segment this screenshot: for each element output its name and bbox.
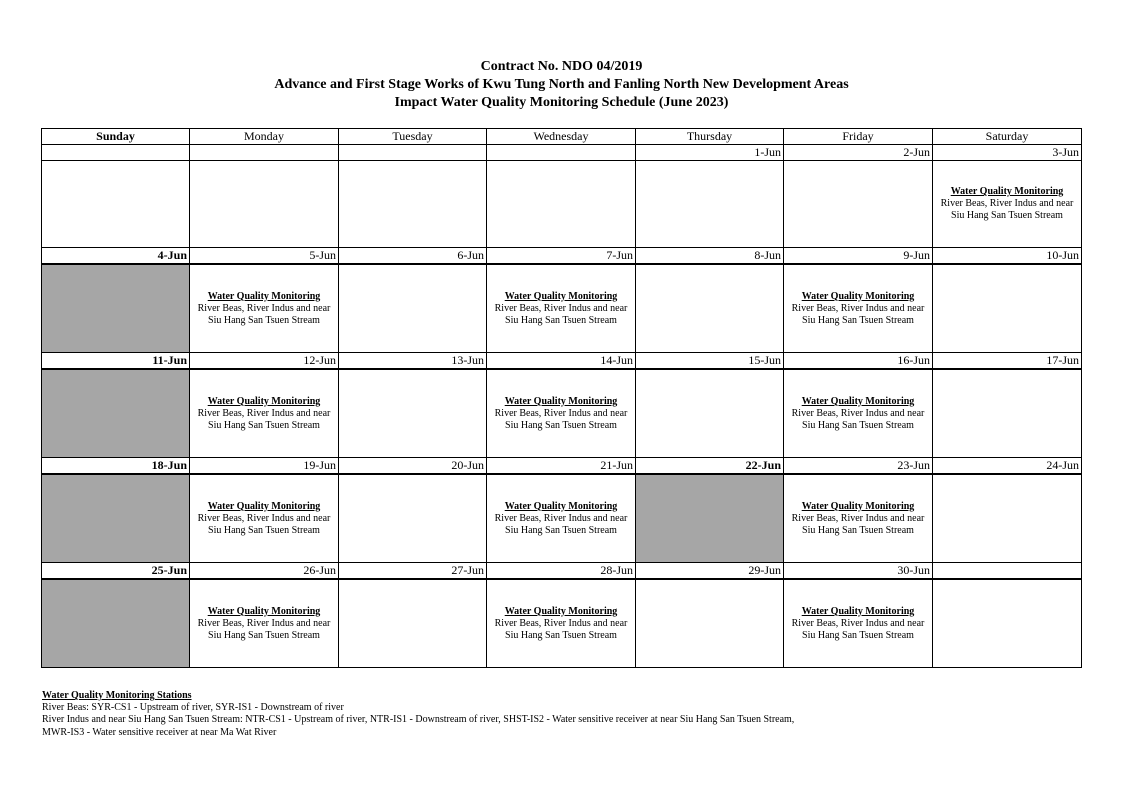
event-location: Siu Hang San Tsuen Stream [208,629,320,641]
day-cell [933,369,1082,458]
event-location: Siu Hang San Tsuen Stream [802,524,914,536]
weekday-saturday: Saturday [933,129,1082,145]
date-label: 22-Jun [636,458,784,475]
day-cell [190,369,339,458]
event-location: Siu Hang San Tsuen Stream [951,210,1063,221]
weekday-monday: Monday [190,129,339,145]
day-cell-holiday [42,579,190,668]
monitoring-event [784,501,932,537]
day-cell [784,369,933,458]
monitoring-event [933,186,1081,222]
date-label: 23-Jun [784,458,933,475]
day-cell [933,579,1082,668]
day-cell-holiday [636,474,784,563]
event-location: River Beas, River Indus and near [940,198,1074,209]
week-row [42,369,1082,458]
day-cell [487,579,636,668]
event-location: River Beas, River Indus and near [791,617,925,629]
date-label: 2-Jun [784,145,933,161]
day-cell-holiday [42,369,190,458]
week-row [42,579,1082,668]
week-row [42,161,1082,248]
event-location: Siu Hang San Tsuen Stream [208,419,320,431]
date-label: 6-Jun [339,248,487,265]
day-cell [339,474,487,563]
date-label: 28-Jun [487,563,636,580]
monitoring-event [784,606,932,642]
day-cell [636,161,784,248]
date-row [42,248,1082,265]
date-label: 3-Jun [933,145,1082,161]
date-label: 17-Jun [933,353,1082,370]
event-title: Water Quality Monitoring [801,605,915,617]
event-location: Siu Hang San Tsuen Stream [802,419,914,431]
date-row [42,145,1082,161]
event-title: Water Quality Monitoring [504,395,618,407]
date-label: 25-Jun [42,563,190,580]
event-title: Water Quality Monitoring [801,290,915,302]
monitoring-event [487,291,635,327]
date-label: 15-Jun [636,353,784,370]
day-cell [784,264,933,353]
day-cell [487,264,636,353]
event-title: Water Quality Monitoring [207,500,321,512]
event-location: Siu Hang San Tsuen Stream [802,629,914,641]
day-cell [636,264,784,353]
date-label: 5-Jun [190,248,339,265]
date-label [339,145,487,161]
event-location: River Beas, River Indus and near [494,617,628,629]
date-label [190,145,339,161]
day-cell [784,474,933,563]
event-title: Water Quality Monitoring [504,500,618,512]
day-cell [339,579,487,668]
date-label: 21-Jun [487,458,636,475]
event-title: Water Quality Monitoring [504,605,618,617]
schedule-title: Impact Water Quality Monitoring Schedule (June 2023) [394,95,729,110]
day-cell-holiday [42,474,190,563]
day-cell [933,161,1082,248]
weekday-tuesday: Tuesday [339,129,487,145]
weekday-header-row [42,129,1082,145]
event-location: Siu Hang San Tsuen Stream [208,314,320,326]
legend [42,690,794,739]
date-label [42,145,190,161]
event-location: River Beas, River Indus and near [791,302,925,314]
weekday-sunday: Sunday [42,129,190,145]
date-row [42,563,1082,580]
legend-line: MWR-IS3 - Water sensitive receiver at near Ma Wat River [42,726,277,738]
date-row [42,353,1082,370]
monitoring-event [784,396,932,432]
day-cell [190,264,339,353]
legend-title: Water Quality Monitoring Stations [42,690,192,701]
day-cell [42,161,190,248]
event-title: Water Quality Monitoring [801,500,915,512]
event-location: Siu Hang San Tsuen Stream [505,419,617,431]
event-location: River Beas, River Indus and near [197,512,331,524]
date-label: 29-Jun [636,563,784,580]
event-location: Siu Hang San Tsuen Stream [505,524,617,536]
monitoring-event [190,291,338,327]
day-cell-holiday [42,264,190,353]
event-title: Water Quality Monitoring [950,186,1064,197]
document-header [0,58,1123,112]
day-cell [339,264,487,353]
event-location: River Beas, River Indus and near [197,302,331,314]
weekday-wednesday: Wednesday [487,129,636,145]
contract-number: Contract No. NDO 04/2019 [480,59,643,74]
date-label: 30-Jun [784,563,933,580]
day-cell [933,474,1082,563]
monitoring-event [487,501,635,537]
day-cell [636,579,784,668]
event-location: Siu Hang San Tsuen Stream [208,524,320,536]
date-label: 20-Jun [339,458,487,475]
calendar-body [42,145,1082,668]
monitoring-event [784,291,932,327]
day-cell [190,579,339,668]
day-cell [339,161,487,248]
monitoring-event [190,501,338,537]
legend-line: River Beas: SYR-CS1 - Upstream of river, SYR-IS1 - Downstream of river [42,702,344,714]
date-label [933,563,1082,580]
event-title: Water Quality Monitoring [801,395,915,407]
legend-line: River Indus and near Siu Hang San Tsuen Stream: NTR-CS1 - Upstream of river, NTR-IS1 - Downstream of river, SHST-IS2 - Water sensitive receiver at near Siu Hang San Tsuen Stream, [42,714,795,726]
date-label: 27-Jun [339,563,487,580]
date-label: 7-Jun [487,248,636,265]
event-location: River Beas, River Indus and near [791,407,925,419]
date-label: 13-Jun [339,353,487,370]
day-cell [339,369,487,458]
monitoring-event [190,606,338,642]
event-location: River Beas, River Indus and near [197,617,331,629]
event-location: Siu Hang San Tsuen Stream [505,314,617,326]
date-label: 18-Jun [42,458,190,475]
day-cell [784,579,933,668]
day-cell [784,161,933,248]
week-row [42,474,1082,563]
date-label: 16-Jun [784,353,933,370]
day-cell [487,369,636,458]
event-title: Water Quality Monitoring [207,290,321,302]
event-location: River Beas, River Indus and near [197,407,331,419]
event-location: River Beas, River Indus and near [791,512,925,524]
date-label: 10-Jun [933,248,1082,265]
calendar-table [41,128,1082,668]
date-label: 14-Jun [487,353,636,370]
date-label: 1-Jun [636,145,784,161]
event-title: Water Quality Monitoring [207,395,321,407]
date-label: 26-Jun [190,563,339,580]
date-label: 9-Jun [784,248,933,265]
date-label: 24-Jun [933,458,1082,475]
date-label: 8-Jun [636,248,784,265]
event-location: River Beas, River Indus and near [494,512,628,524]
project-title: Advance and First Stage Works of Kwu Tung North and Fanling North New Development Areas [274,77,849,92]
event-location: Siu Hang San Tsuen Stream [505,629,617,641]
event-location: River Beas, River Indus and near [494,407,628,419]
event-title: Water Quality Monitoring [504,290,618,302]
monitoring-event [487,606,635,642]
day-cell [487,474,636,563]
weekday-thursday: Thursday [636,129,784,145]
date-label: 4-Jun [42,248,190,265]
day-cell [190,161,339,248]
week-row [42,264,1082,353]
date-label: 11-Jun [42,353,190,370]
day-cell [487,161,636,248]
event-location: River Beas, River Indus and near [494,302,628,314]
weekday-friday: Friday [784,129,933,145]
monitoring-event [190,396,338,432]
date-label: 12-Jun [190,353,339,370]
event-location: Siu Hang San Tsuen Stream [802,314,914,326]
day-cell [636,369,784,458]
date-row [42,458,1082,475]
day-cell [933,264,1082,353]
date-label: 19-Jun [190,458,339,475]
date-label [487,145,636,161]
monitoring-event [487,396,635,432]
day-cell [190,474,339,563]
event-title: Water Quality Monitoring [207,605,321,617]
